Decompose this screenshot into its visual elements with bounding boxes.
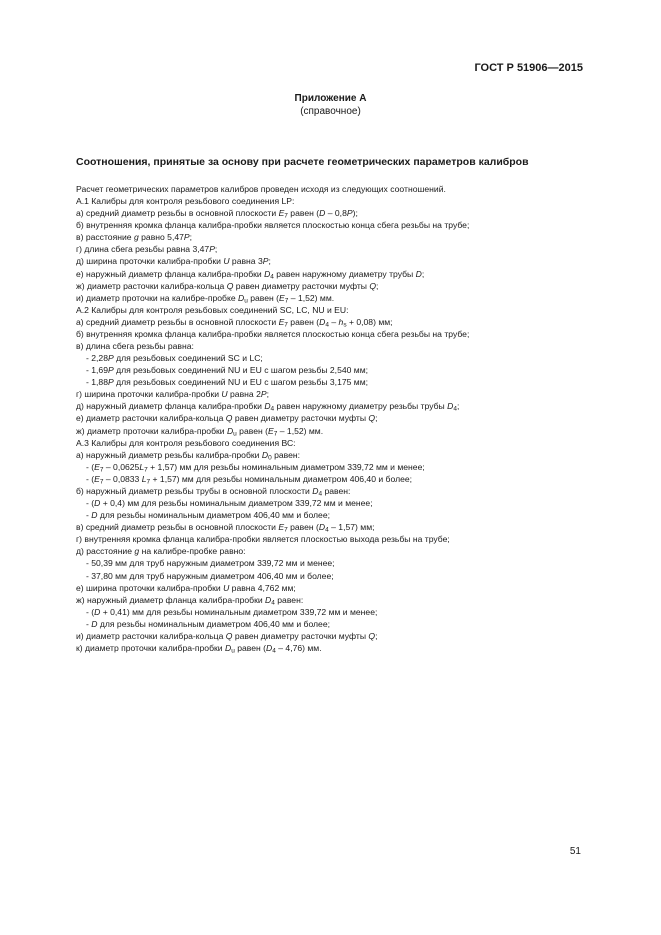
text-fragment: А.1 Калибры для контроля резьбового соединения LP: bbox=[76, 196, 295, 207]
subscript: 7 bbox=[284, 212, 288, 220]
text-line bbox=[76, 449, 596, 461]
subscript: 7 bbox=[284, 321, 288, 329]
body-text bbox=[76, 183, 596, 654]
symbol: P bbox=[262, 256, 269, 267]
text-line bbox=[76, 533, 596, 545]
section-heading: Соотношения, принятые за основу при расчете геометрических параметров калибров bbox=[76, 156, 529, 168]
text-fragment: – 1,52) мм. bbox=[277, 425, 324, 436]
text-fragment: равен: bbox=[322, 485, 351, 496]
subscript: 7 bbox=[99, 466, 104, 474]
text-line bbox=[76, 594, 596, 606]
text-fragment: ; bbox=[456, 401, 460, 412]
text-fragment: равен наружному диаметру резьбы трубы bbox=[274, 401, 448, 412]
text-fragment: равен диаметру расточки муфты bbox=[233, 280, 370, 291]
subscript: u bbox=[233, 430, 237, 438]
text-fragment: е) диаметр расточки калибра-кольца bbox=[76, 413, 226, 424]
text-line bbox=[76, 207, 596, 219]
symbol: E bbox=[94, 461, 100, 472]
text-fragment: и) диаметр проточки на калибре-пробке bbox=[76, 292, 238, 303]
symbol: Q bbox=[368, 630, 376, 641]
text-fragment: ; bbox=[421, 268, 425, 279]
text-fragment: - ( bbox=[86, 606, 95, 617]
text-line bbox=[76, 304, 596, 316]
symbol: D bbox=[226, 425, 234, 436]
text-fragment: равен диаметру расточки муфты bbox=[232, 630, 369, 641]
text-fragment: равен ( bbox=[287, 316, 320, 327]
text-fragment: - 50,39 мм для труб наружным диаметром 339,72 мм и менее; bbox=[86, 558, 335, 569]
text-fragment: а) средний диаметр резьбы в основной плоскости bbox=[76, 208, 279, 219]
text-fragment: е) ширина проточки калибра-пробки bbox=[76, 582, 224, 593]
text-fragment: а) наружный диаметр резьбы калибра-пробки bbox=[76, 449, 262, 460]
symbol: D bbox=[319, 208, 326, 219]
text-fragment: б) внутренняя кромка фланца калибра-пробки является плоскостью конца сбега резьбы на трубе; bbox=[76, 328, 470, 339]
list-subitem bbox=[76, 461, 596, 473]
subscript: 4 bbox=[271, 599, 275, 607]
text-line bbox=[76, 545, 596, 557]
text-line bbox=[76, 316, 596, 328]
text-line bbox=[76, 328, 596, 340]
text-fragment: и) диаметр расточки калибра-кольца bbox=[76, 630, 226, 641]
list-subitem bbox=[76, 570, 596, 582]
text-fragment: д) расстояние bbox=[76, 546, 135, 557]
text-fragment: равен: bbox=[274, 594, 304, 605]
list-subitem bbox=[76, 352, 596, 364]
symbol: L bbox=[141, 473, 147, 484]
symbol: D bbox=[94, 498, 101, 509]
symbol: g bbox=[134, 546, 140, 557]
text-fragment: к) диаметр проточки калибра-пробки bbox=[76, 642, 225, 653]
list-subitem bbox=[76, 618, 596, 630]
symbol: D bbox=[266, 642, 273, 653]
symbol: D bbox=[261, 449, 269, 460]
symbol: D bbox=[91, 510, 98, 521]
symbol: D bbox=[237, 292, 245, 303]
text-line bbox=[76, 400, 596, 412]
text-fragment: – 0,0625 bbox=[103, 461, 140, 472]
symbol: Q bbox=[369, 280, 377, 291]
text-fragment: А.2 Калибры для контроля резьбовых соединений SC, LC, NU и EU: bbox=[76, 304, 349, 315]
subscript: 4 bbox=[325, 526, 329, 534]
symbol: P bbox=[183, 232, 190, 243]
text-fragment: на калибре-пробке равно: bbox=[139, 546, 246, 557]
text-fragment: равен: bbox=[271, 449, 301, 460]
text-line bbox=[76, 642, 596, 654]
text-fragment: - ( bbox=[86, 461, 95, 472]
text-line bbox=[76, 231, 596, 243]
text-fragment: - 1,69 bbox=[86, 365, 108, 376]
text-fragment: – bbox=[328, 316, 339, 327]
subscript: 4 bbox=[325, 321, 329, 329]
symbol: E bbox=[278, 208, 285, 219]
subscript: 7 bbox=[146, 478, 151, 486]
symbol: D bbox=[94, 606, 101, 617]
text-fragment: для резьбовых соединений NU и EU с шагом резьбы 3,175 мм; bbox=[113, 377, 368, 388]
list-subitem bbox=[76, 509, 596, 521]
text-fragment: ; bbox=[189, 232, 193, 243]
appendix-title: Приложение А bbox=[294, 93, 367, 104]
text-fragment: - bbox=[86, 618, 92, 629]
text-fragment: - ( bbox=[86, 498, 95, 509]
text-line bbox=[76, 437, 596, 449]
text-fragment: равен диаметру расточки муфты bbox=[232, 413, 369, 424]
text-fragment: - bbox=[86, 510, 92, 521]
list-subitem bbox=[76, 497, 596, 509]
subscript: s bbox=[343, 321, 347, 329]
symbol: D bbox=[447, 401, 454, 412]
symbol: Q bbox=[226, 280, 234, 291]
text-fragment: – 1,57) мм; bbox=[328, 522, 375, 533]
text-line bbox=[76, 582, 596, 594]
text-line bbox=[76, 280, 596, 292]
symbol: D bbox=[264, 268, 271, 279]
symbol: h bbox=[338, 316, 344, 327]
subscript: 7 bbox=[284, 297, 289, 305]
text-fragment: ; bbox=[214, 244, 218, 255]
text-line bbox=[76, 521, 596, 533]
appendix-header bbox=[0, 92, 661, 118]
text-fragment: Расчет геометрических параметров калибров проведен исходя из следующих соотношений. bbox=[76, 184, 446, 194]
subscript: u bbox=[244, 297, 248, 305]
text-fragment: для резьбы номинальным диаметром 406,40 мм и более; bbox=[97, 618, 330, 629]
subscript: 4 bbox=[272, 647, 276, 655]
text-line bbox=[76, 243, 596, 255]
text-fragment: в) средний диаметр резьбы в основной плоскости bbox=[76, 522, 279, 533]
text-fragment: а) средний диаметр резьбы в основной плоскости bbox=[76, 316, 279, 327]
symbol: L bbox=[139, 461, 145, 472]
text-fragment: равен ( bbox=[236, 425, 268, 436]
text-fragment: - 37,80 мм для труб наружным диаметром 406,40 мм и более; bbox=[86, 570, 334, 581]
symbol: D bbox=[91, 618, 98, 629]
text-fragment: - 2,28 bbox=[86, 353, 108, 364]
text-fragment: – 4,76) мм. bbox=[275, 642, 322, 653]
text-fragment: равна 4,762 мм; bbox=[229, 582, 296, 593]
text-line bbox=[76, 219, 596, 231]
text-fragment: ; bbox=[266, 389, 269, 400]
symbol: E bbox=[94, 473, 100, 484]
text-fragment: б) наружный диаметр резьбы трубы в основной плоскости bbox=[76, 485, 313, 496]
text-fragment: + 0,4) мм для резьбы номинальным диаметром 339,72 мм и менее; bbox=[100, 498, 373, 509]
symbol: U bbox=[221, 389, 228, 400]
symbol: D bbox=[319, 316, 326, 327]
symbol: D bbox=[318, 522, 326, 533]
subscript: 4 bbox=[270, 273, 274, 281]
text-fragment: г) ширина проточки калибра-пробки bbox=[76, 389, 222, 400]
symbol: E bbox=[268, 425, 274, 436]
text-fragment: ж) наружный диаметр фланца калибра-пробки bbox=[76, 594, 266, 605]
text-fragment: + 0,08) мм; bbox=[346, 316, 393, 327]
text-fragment: - ( bbox=[86, 473, 95, 484]
symbol: E bbox=[279, 292, 285, 303]
subscript: 4 bbox=[318, 490, 323, 498]
symbol: D bbox=[224, 642, 232, 653]
symbol: D bbox=[264, 401, 271, 412]
symbol: P bbox=[209, 244, 215, 255]
text-fragment: – 0,8 bbox=[325, 208, 347, 219]
text-fragment: в) расстояние bbox=[76, 232, 134, 243]
text-line bbox=[76, 388, 596, 400]
text-fragment: - 1,88 bbox=[86, 377, 108, 388]
list-subitem bbox=[76, 376, 596, 388]
text-fragment: + 0,41) мм для резьбы номинальным диаметром 339,72 мм и менее; bbox=[100, 606, 378, 617]
page-number: 51 bbox=[569, 846, 581, 857]
symbol: P bbox=[107, 377, 114, 388]
text-fragment: для резьбы номинальным диаметром 406,40 мм и более; bbox=[97, 510, 330, 521]
symbol: P bbox=[346, 208, 353, 219]
text-fragment: равен наружному диаметру трубы bbox=[273, 268, 416, 279]
text-fragment: д) наружный диаметр фланца калибра-пробки bbox=[76, 401, 265, 412]
text-line bbox=[76, 195, 596, 207]
text-fragment: ж) диаметр проточки калибра-пробки bbox=[76, 425, 227, 436]
list-subitem bbox=[76, 606, 596, 618]
text-fragment: + 1,57) мм для резьбы номинальным диаметром 406,40 и более; bbox=[150, 473, 413, 484]
text-fragment: – 0,0833 bbox=[103, 473, 142, 484]
symbol: P bbox=[260, 389, 267, 400]
text-fragment: равен ( bbox=[287, 522, 319, 533]
text-fragment: ; bbox=[376, 280, 379, 291]
text-fragment: д) ширина проточки калибра-пробки bbox=[76, 256, 224, 267]
subscript: 7 bbox=[99, 478, 104, 486]
text-fragment: равна 3 bbox=[229, 256, 263, 267]
text-fragment: ; bbox=[375, 630, 378, 641]
subscript: u bbox=[231, 647, 235, 655]
text-line bbox=[76, 412, 596, 424]
text-fragment: г) длина сбега резьбы равна 3,47 bbox=[76, 244, 210, 255]
text-fragment: ж) диаметр расточки калибра-кольца bbox=[76, 280, 227, 291]
text-line bbox=[76, 255, 596, 267]
symbol: E bbox=[278, 316, 285, 327]
text-line bbox=[76, 630, 596, 642]
text-line bbox=[76, 425, 596, 437]
text-fragment: равен ( bbox=[234, 642, 267, 653]
text-fragment: для резьбовых соединений SC и LC; bbox=[113, 353, 263, 364]
text-line bbox=[76, 340, 596, 352]
text-line bbox=[76, 292, 596, 304]
symbol: g bbox=[133, 232, 139, 243]
text-fragment: + 1,57) мм для резьбы номинальным диаметром 339,72 мм и менее; bbox=[147, 461, 425, 472]
subscript: 7 bbox=[144, 466, 148, 474]
text-line bbox=[76, 485, 596, 497]
standard-number: ГОСТ Р 51906—2015 bbox=[474, 62, 583, 74]
symbol: Q bbox=[368, 413, 376, 424]
symbol: Q bbox=[225, 413, 233, 424]
symbol: D bbox=[265, 594, 272, 605]
list-subitem bbox=[76, 364, 596, 376]
symbol: D bbox=[415, 268, 422, 279]
text-fragment: ); bbox=[352, 208, 358, 219]
text-fragment: равно 5,47 bbox=[138, 232, 184, 243]
subscript: 7 bbox=[284, 526, 288, 534]
text-fragment: равна 2 bbox=[227, 389, 261, 400]
text-fragment: А.3 Калибры для контроля резьбового соединения ВС: bbox=[76, 437, 296, 448]
text-fragment: в) длина сбега резьбы равна: bbox=[76, 341, 194, 352]
symbol: P bbox=[107, 353, 114, 364]
text-line bbox=[76, 183, 596, 195]
symbol: U bbox=[223, 256, 230, 267]
text-fragment: ; bbox=[268, 256, 271, 267]
text-fragment: б) внутренняя кромка фланца калибра-пробки является плоскостью конца сбега резьбы на трубе; bbox=[76, 220, 470, 231]
text-fragment: равен ( bbox=[287, 208, 320, 219]
subscript: 4 bbox=[270, 405, 275, 413]
text-line bbox=[76, 268, 596, 280]
list-subitem bbox=[76, 473, 596, 485]
text-fragment: е) наружный диаметр фланца калибра-пробки bbox=[76, 268, 265, 279]
subscript: 4 bbox=[453, 405, 457, 413]
text-fragment: – 1,52) мм. bbox=[288, 292, 335, 303]
symbol: E bbox=[278, 522, 285, 533]
text-fragment: для резьбовых соединений NU и EU с шагом резьбы 2,540 мм; bbox=[113, 365, 368, 376]
subscript: 0 bbox=[268, 454, 272, 462]
subscript: 7 bbox=[273, 430, 278, 438]
symbol: U bbox=[223, 582, 230, 593]
text-fragment: равен ( bbox=[247, 292, 280, 303]
text-fragment: ; bbox=[375, 413, 378, 424]
symbol: Q bbox=[225, 630, 233, 641]
list-subitem bbox=[76, 557, 596, 569]
appendix-subtitle: (справочное) bbox=[300, 106, 361, 117]
symbol: D bbox=[312, 485, 319, 496]
symbol: P bbox=[107, 365, 114, 376]
text-fragment: г) внутренняя кромка фланца калибра-пробки является плоскостью выхода резьбы на трубе; bbox=[76, 534, 450, 545]
